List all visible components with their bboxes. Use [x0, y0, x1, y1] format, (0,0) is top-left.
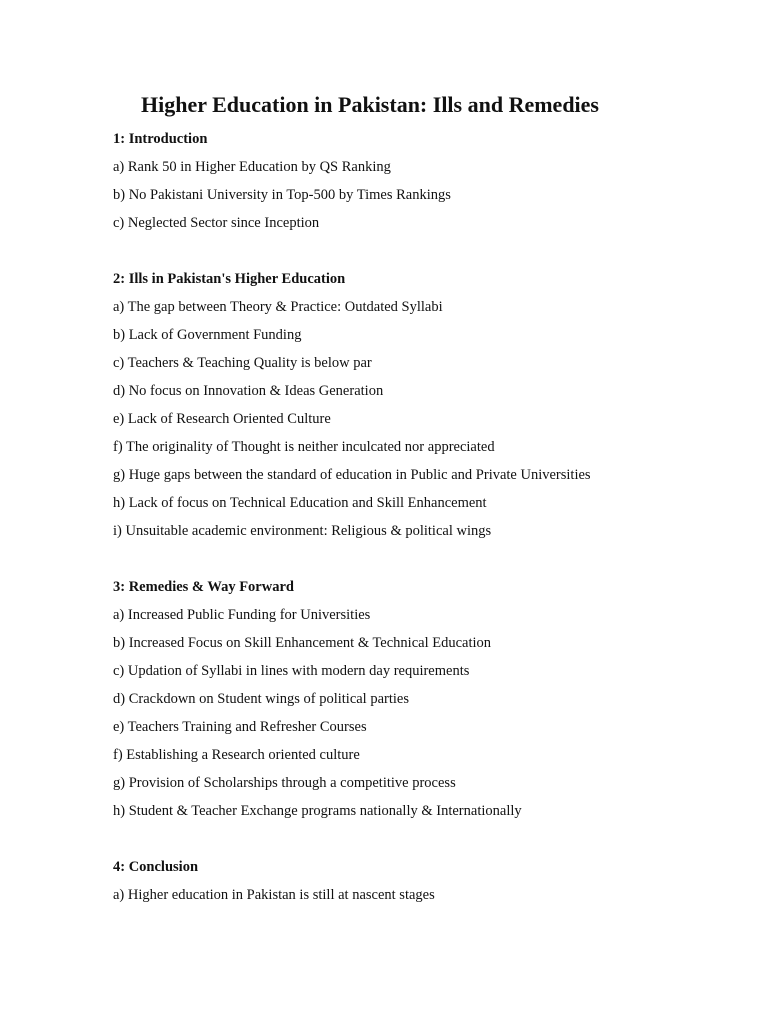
- list-item: b) No Pakistani University in Top-500 by Times Rankings: [113, 187, 451, 203]
- section-heading-remedies: 3: Remedies & Way Forward: [113, 579, 294, 595]
- document-title: Higher Education in Pakistan: Ills and Remedies: [141, 92, 599, 117]
- section-heading-conclusion: 4: Conclusion: [113, 859, 199, 875]
- list-item: g) Provision of Scholarships through a competitive process: [113, 775, 456, 791]
- list-item: f) The originality of Thought is neither inculcated nor appreciated: [113, 439, 495, 455]
- list-item: d) No focus on Innovation & Ideas Generation: [113, 383, 384, 399]
- list-item: e) Lack of Research Oriented Culture: [113, 411, 331, 427]
- list-item: a) Rank 50 in Higher Education by QS Ranking: [113, 159, 391, 175]
- section-heading-introduction: 1: Introduction: [113, 131, 208, 147]
- list-item: c) Updation of Syllabi in lines with modern day requirements: [113, 663, 470, 679]
- list-item: c) Teachers & Teaching Quality is below par: [113, 355, 372, 371]
- list-item: c) Neglected Sector since Inception: [113, 215, 320, 231]
- list-item: a) The gap between Theory & Practice: Outdated Syllabi: [113, 299, 443, 315]
- list-item: g) Huge gaps between the standard of education in Public and Private Universities: [113, 467, 591, 483]
- list-item: a) Higher education in Pakistan is still at nascent stages: [113, 887, 435, 903]
- section-heading-ills: 2: Ills in Pakistan's Higher Education: [113, 271, 346, 287]
- list-item: b) Lack of Government Funding: [113, 327, 302, 343]
- list-item: f) Establishing a Research oriented culture: [113, 747, 360, 763]
- list-item: h) Lack of focus on Technical Education and Skill Enhancement: [113, 495, 487, 511]
- list-item: e) Teachers Training and Refresher Courses: [113, 719, 367, 735]
- list-item: i) Unsuitable academic environment: Religious & political wings: [113, 523, 492, 539]
- list-item: d) Crackdown on Student wings of political parties: [113, 691, 409, 707]
- list-item: h) Student & Teacher Exchange programs nationally & Internationally: [113, 803, 522, 819]
- list-item: b) Increased Focus on Skill Enhancement & Technical Education: [113, 635, 492, 651]
- list-item: a) Increased Public Funding for Universities: [113, 607, 371, 623]
